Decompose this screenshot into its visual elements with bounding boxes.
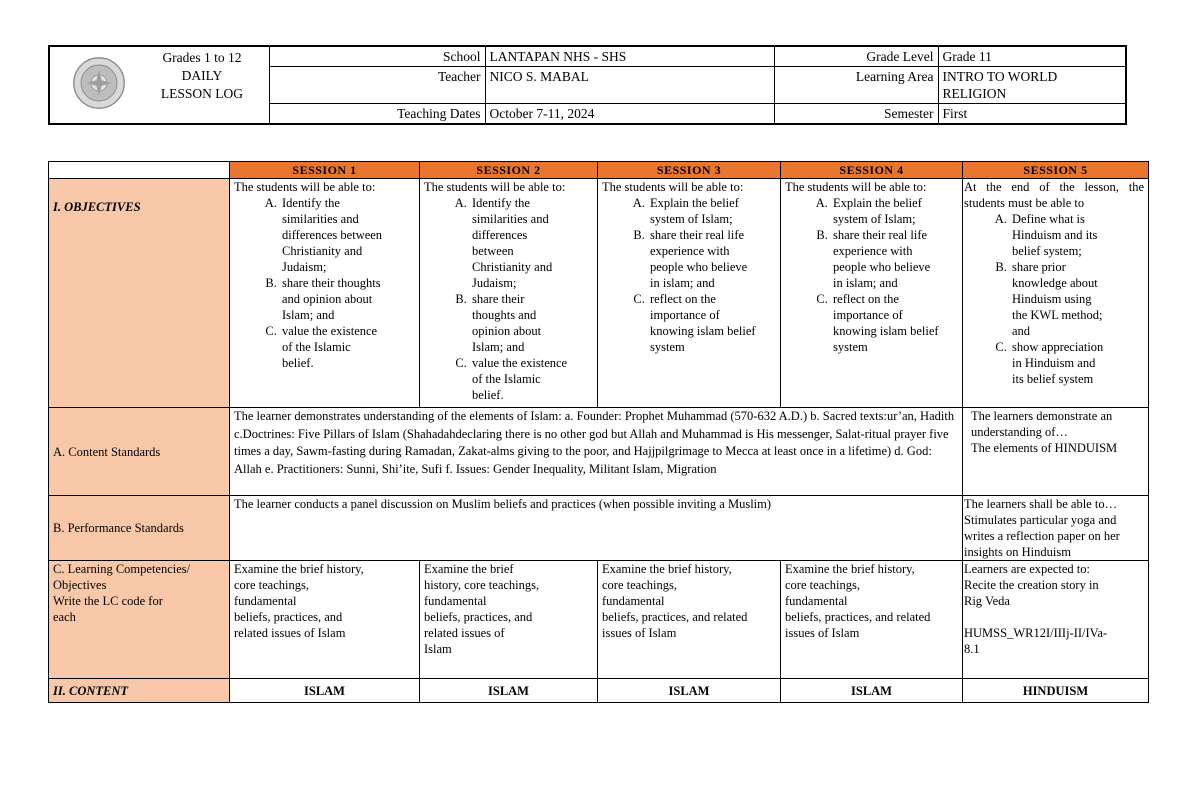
session-header: SESSION 4	[781, 162, 963, 179]
objectives-intro: The students will be able to:	[602, 180, 744, 194]
learning-area-value: INTRO TO WORLD RELIGION	[938, 67, 1126, 104]
objective-item: B. share their thoughts and opinion about Islam; and	[470, 291, 593, 355]
objective-item: C. reflect on the importance of knowing islam belief system	[831, 291, 958, 355]
corner-cell	[49, 162, 230, 179]
session-header: SESSION 5	[963, 162, 1149, 179]
competency-cell: Learners are expected to: Recite the creation story in Rig Veda HUMSS_WR12I/IIIj-II/IVa- 8.1	[963, 561, 1149, 679]
objectives-cell	[781, 179, 963, 408]
objective-item: B. share their thoughts and opinion about Islam; and	[280, 275, 415, 323]
objectives-list	[234, 195, 415, 371]
teacher-label: Teacher	[269, 67, 485, 104]
content-topic: ISLAM	[598, 679, 781, 703]
semester-label: Semester	[774, 104, 938, 125]
content-topic: ISLAM	[781, 679, 963, 703]
content-topic: ISLAM	[420, 679, 598, 703]
content-topic: HINDUISM	[963, 679, 1149, 703]
content-standards-label: A. Content Standards	[49, 408, 230, 496]
session-header: SESSION 3	[598, 162, 781, 179]
content-standards-hinduism: The learners demonstrate an understanding of… The elements of HINDUISM	[963, 408, 1149, 496]
objective-item: B. share prior knowledge about Hinduism using the KWL method; and	[1010, 259, 1144, 339]
deped-seal-icon	[72, 56, 126, 110]
content-standards-islam: The learner demonstrates understanding of the elements of Islam: a. Founder: Prophet Muhammad (570-632 A.D.) b. Sacred texts:ur’an, Hadith c.Doctrines: Five Pillars of Islam (Shahadahdeclaring there is no other god but Allah and Muhammad is His messenger, Salat-ritual prayer five times a day, Sawm-fasting during Ramadan, Zakat-alms giving to the poor, and Hajjpilgrimage to Mecca at least once in a lifetime) d. God: Allah e. Practitioners: Sunni, Shi’ite, Sufi f. Issues: Gender Inequality, Militant Islam, Migration	[230, 408, 963, 496]
objectives-cell	[963, 179, 1149, 408]
performance-standards-label: B. Performance Standards	[49, 496, 230, 561]
competency-cell: Examine the brief history, core teachings, fundamental beliefs, practices, and related issues of Islam	[230, 561, 420, 679]
objective-item: C. show appreciation in Hinduism and its belief system	[1010, 339, 1144, 387]
school-value: LANTAPAN NHS - SHS	[485, 46, 774, 67]
objective-item: B. share their real life experience with people who believe in islam; and	[648, 227, 776, 291]
objective-item: A. Define what is Hinduism and its belief system;	[1010, 211, 1144, 259]
objectives-list	[964, 211, 1144, 387]
objectives-list	[424, 195, 593, 403]
objectives-cell	[420, 179, 598, 408]
content-label: II. CONTENT	[49, 679, 230, 703]
competency-cell: Examine the brief history, core teachings, fundamental beliefs, practices, and related issues of Islam	[598, 561, 781, 679]
session-header: SESSION 1	[230, 162, 420, 179]
objective-item: A. Identify the similarities and differences between Christianity and Judaism;	[470, 195, 593, 291]
objectives-intro: At the end of the lesson, the students must be able to	[964, 180, 1144, 210]
learning-competencies-label: C. Learning Competencies/ Objectives Write the LC code for each	[49, 561, 230, 679]
doc-title: Grades 1 to 12 DAILY LESSON LOG	[160, 50, 244, 101]
grade-level-value: Grade 11	[938, 46, 1126, 67]
objectives-intro: The students will be able to:	[424, 180, 566, 194]
header-logo-cell	[49, 46, 269, 124]
objective-item: C. reflect on the importance of knowing islam belief system	[648, 291, 776, 355]
competency-cell: Examine the brief history, core teachings, fundamental beliefs, practices, and related issues of Islam	[420, 561, 598, 679]
semester-value: First	[938, 104, 1126, 125]
objective-item: B. share their real life experience with people who believe in islam; and	[831, 227, 958, 291]
performance-standards-islam: The learner conducts a panel discussion on Muslim beliefs and practices (when possible inviting a Muslim)	[230, 496, 963, 561]
session-header: SESSION 2	[420, 162, 598, 179]
objectives-intro: The students will be able to:	[785, 180, 927, 194]
learning-area-label: Learning Area	[774, 67, 938, 104]
objective-item: A. Explain the belief system of Islam;	[648, 195, 776, 227]
objectives-cell	[230, 179, 420, 408]
school-label: School	[269, 46, 485, 67]
objectives-list	[785, 195, 958, 355]
performance-standards-hinduism: The learners shall be able to… Stimulates particular yoga and writes a reflection paper on her insights on Hinduism	[963, 496, 1149, 561]
objective-item: A. Explain the belief system of Islam;	[831, 195, 958, 227]
objectives-intro: The students will be able to:	[234, 180, 376, 194]
objectives-list	[602, 195, 776, 355]
header-table	[48, 45, 1127, 125]
competency-cell: Examine the brief history, core teachings, fundamental beliefs, practices, and related issues of Islam	[781, 561, 963, 679]
teacher-value: NICO S. MABAL	[485, 67, 774, 104]
objective-item: C. value the existence of the Islamic belief.	[470, 355, 593, 403]
objectives-label: I. OBJECTIVES	[49, 179, 230, 408]
objective-item: A. Identify the similarities and differences between Christianity and Judaism;	[280, 195, 415, 275]
objective-item: C. value the existence of the Islamic belief.	[280, 323, 415, 371]
teaching-dates-value: October 7-11, 2024	[485, 104, 774, 125]
teaching-dates-label: Teaching Dates	[269, 104, 485, 125]
content-topic: ISLAM	[230, 679, 420, 703]
objectives-cell	[598, 179, 781, 408]
grade-level-label: Grade Level	[774, 46, 938, 67]
lesson-log-table	[48, 161, 1149, 703]
